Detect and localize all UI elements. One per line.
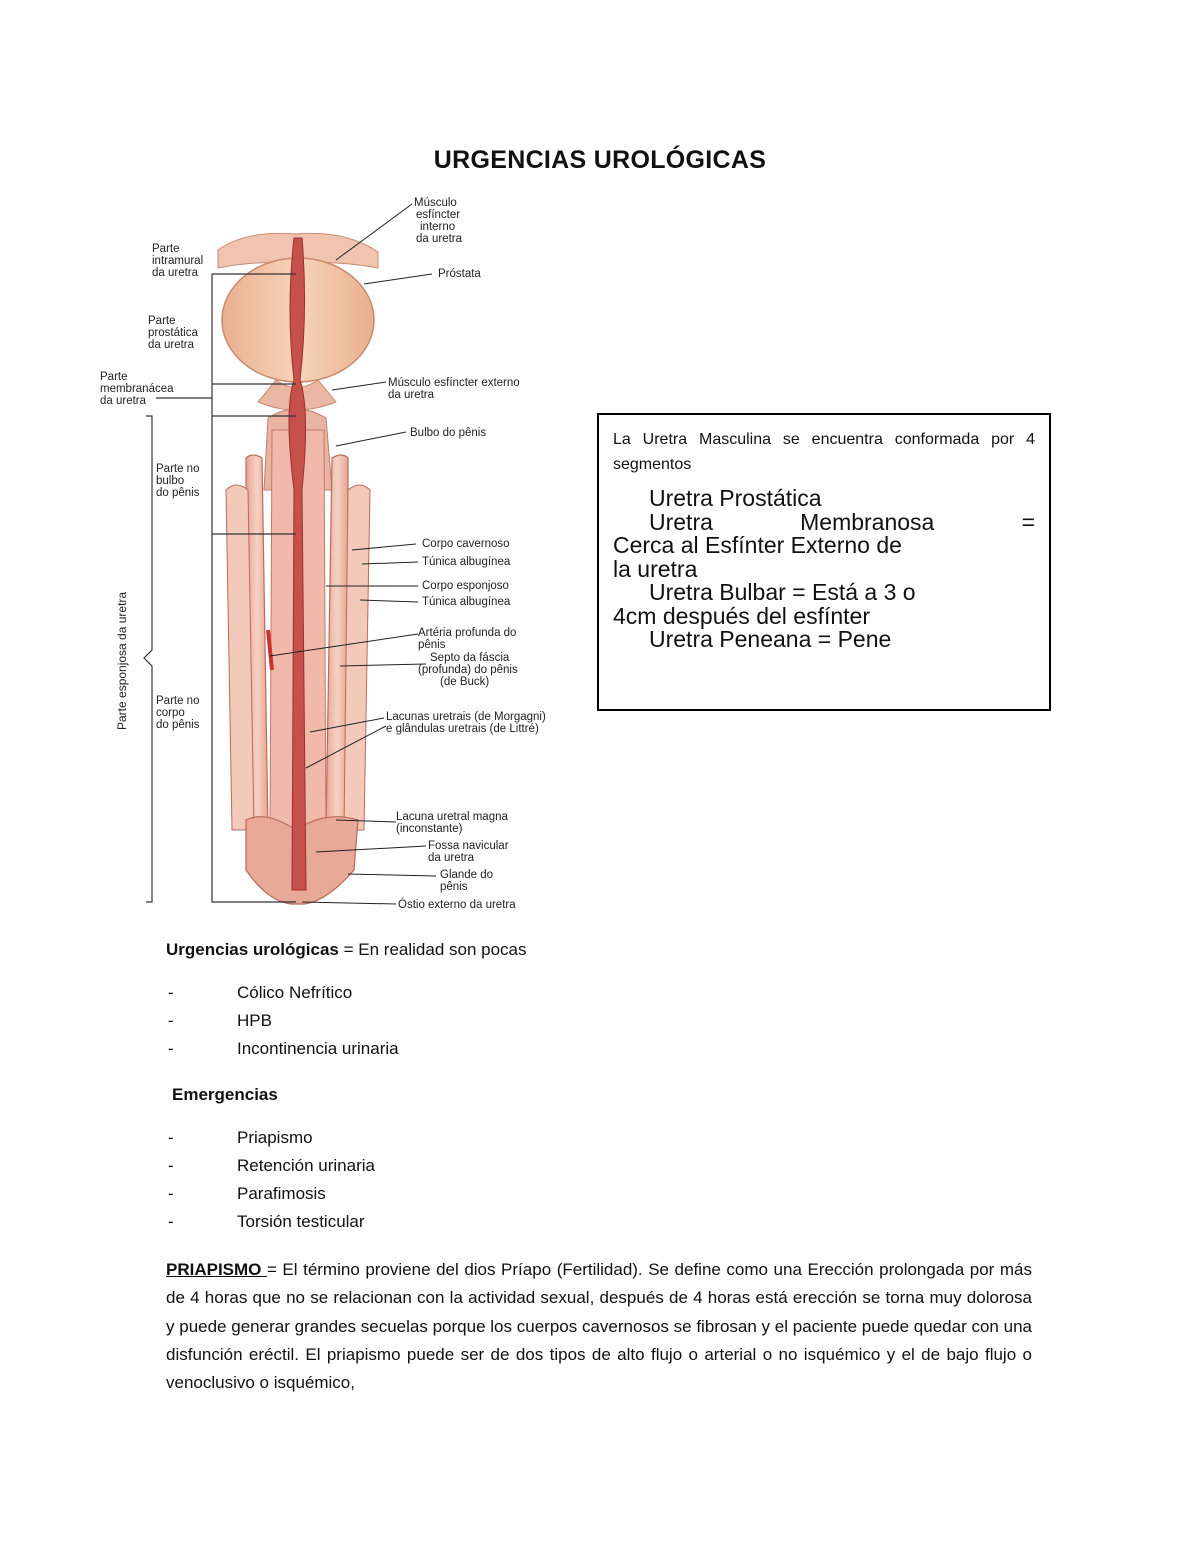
label-corpo: Parte no corpo do pênis — [156, 695, 200, 731]
segment-bulbar: Uretra Bulbar = Está a 3 o — [649, 579, 916, 605]
label-esponjosa: Parte esponjosa da uretra — [115, 591, 129, 730]
segment-peneana: Uretra Peneana = Pene — [649, 626, 892, 652]
label-septo: Septo da fáscia (profunda) do pênis (de Buck) — [418, 652, 518, 688]
label-corpo-cavernoso: Corpo cavernoso — [422, 538, 510, 550]
label-prostatica: Parte prostática da uretra — [148, 315, 198, 351]
urgencias-label: Urgencias urológicas — [166, 940, 339, 959]
label-fossa: Fossa navicular da uretra — [428, 840, 509, 864]
urethra-anatomy-diagram — [96, 190, 576, 918]
priapismo-text: = El término proviene del dios Príapo (Fertilidad). Se define como una Erección prolongada por más de 4 horas que no se relacionan con la actividad sexual, después de 4 horas está erección se torna muy dolorosa y puede generar grandes secuelas porque los cuerpos cavernosos se fibrosan y el paciente puede quedar con una disfunción eréctil. El priapismo puede ser de dos tipos de alto flujo o arterial o no isquémico y el de bajo flujo o venoclusivo o isquémico, — [166, 1260, 1032, 1393]
label-bulbo: Parte no bulbo do pênis — [156, 463, 200, 499]
urethra-segments-box — [597, 413, 1051, 711]
label-lacuna-magna: Lacuna uretral magna (inconstante) — [396, 811, 508, 835]
label-intramural: Parte intramural da uretra — [152, 243, 204, 279]
label-esfincter-interno: Músculo esfíncter interno da uretra — [414, 197, 463, 245]
segment-prostatica: Uretra Prostática — [649, 485, 822, 511]
label-tunica-2: Túnica albugínea — [422, 596, 511, 608]
label-arteria: Artéria profunda do pênis — [418, 627, 517, 651]
label-tunica-1: Túnica albugínea — [422, 556, 511, 568]
segment-membranosa-desc: Cerca al Esfínter Externo de — [613, 532, 902, 558]
label-lacunas: Lacunas uretrais (de Morgagni) e glândulas uretrais (de Littré) — [386, 711, 546, 735]
segment-membranosa: Uretra Membranosa = — [649, 508, 1035, 535]
label-corpo-esponjoso: Corpo esponjoso — [422, 580, 509, 592]
segment-membranosa-desc-2: la uretra — [613, 555, 698, 582]
segment-bulbar-desc: 4cm después del esfínter — [613, 602, 870, 629]
emergencias-label: Emergencias — [172, 1085, 278, 1104]
label-glande: Glande do pênis — [440, 869, 494, 893]
box-intro: La Uretra Masculina se encuentra conformada por 4 segmentos — [613, 431, 1035, 473]
urgencias-rest: = En realidad son pocas — [338, 940, 527, 959]
label-bulbo-penis: Bulbo do pênis — [410, 427, 487, 439]
priapismo-paragraph — [166, 1256, 1032, 1397]
page-title: URGENCIAS UROLÓGICAS — [433, 146, 767, 174]
segments-list — [613, 487, 1035, 652]
label-ostio: Óstio externo da uretra — [398, 899, 516, 911]
label-prostata: Próstata — [438, 268, 481, 280]
urgencias-line — [166, 940, 527, 960]
priapismo-term: PRIAPISMO — [166, 1260, 267, 1279]
label-esfincter-externo: Músculo esfíncter externo da uretra — [388, 377, 520, 401]
label-membranacea: Parte membranácea da uretra — [100, 371, 174, 407]
